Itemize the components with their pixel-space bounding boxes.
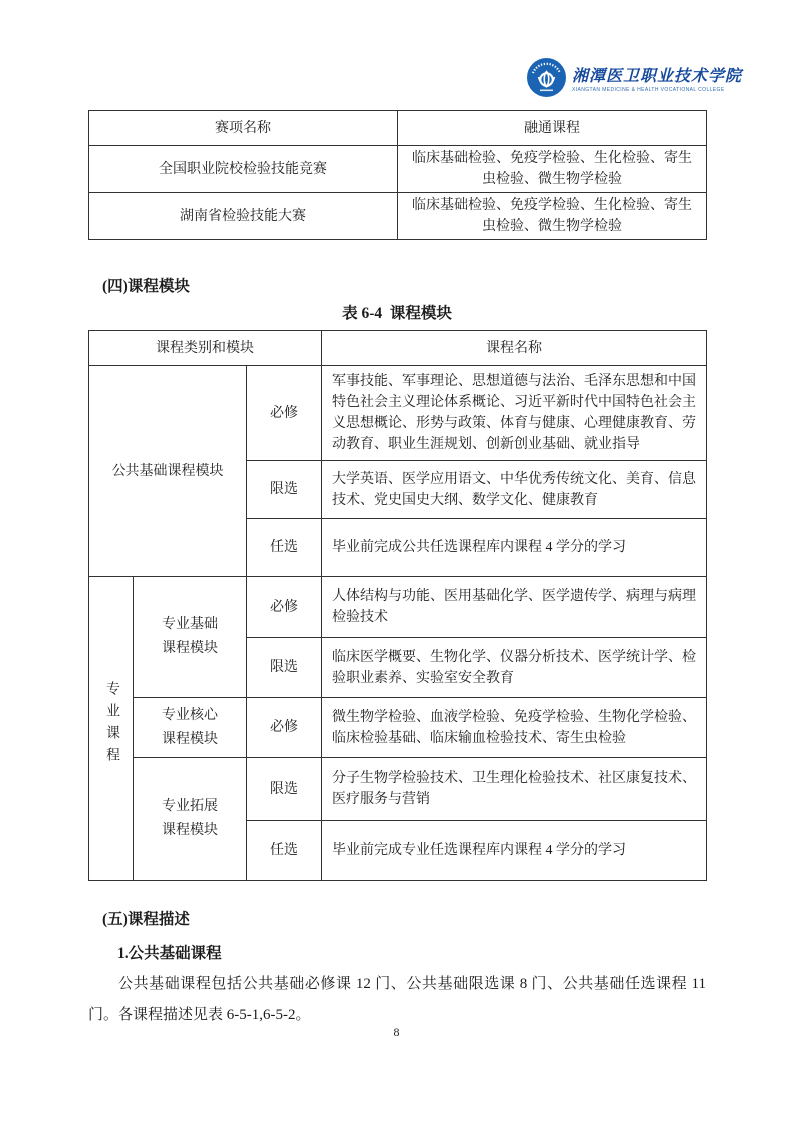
course-list: 临床医学概要、生物化学、仪器分析技术、医学统计学、检验职业素养、实验室安全教育 bbox=[322, 638, 707, 698]
course-type: 必修 bbox=[247, 698, 322, 758]
table-caption-6-4: 表 6-4 课程模块 bbox=[342, 305, 452, 322]
course-type: 任选 bbox=[247, 821, 322, 881]
header-competition-name: 赛项名称 bbox=[89, 111, 398, 146]
section-heading-course-modules: (四)课程模块 bbox=[102, 278, 190, 295]
college-name-zh: 湘潭医卫职业技术学院 bbox=[572, 67, 743, 85]
course-module-table bbox=[88, 330, 707, 881]
course-list: 毕业前完成公共任选课程库内课程 4 学分的学习 bbox=[322, 519, 707, 577]
competition-course-table bbox=[88, 110, 707, 240]
course-list: 人体结构与功能、医用基础化学、医学遗传学、病理与病理检验技术 bbox=[322, 577, 707, 638]
table-row bbox=[89, 758, 707, 821]
module-major-basic: 专业基础课程模块 bbox=[134, 577, 247, 698]
course-type: 限选 bbox=[247, 638, 322, 698]
module-public-basic: 公共基础课程模块 bbox=[89, 366, 247, 577]
course-list: 大学英语、医学应用语文、中华优秀传统文化、美育、信息技术、党史国史大纲、数学文化、健康教育 bbox=[322, 461, 707, 519]
course-type: 限选 bbox=[247, 758, 322, 821]
category-major-courses-label: 专业课程 bbox=[104, 681, 119, 769]
page-number: 8 bbox=[393, 1025, 400, 1039]
competition-name: 湖南省检验技能大赛 bbox=[89, 193, 398, 240]
module-major-extend: 专业拓展课程模块 bbox=[134, 758, 247, 881]
college-name-en: XIANGTAN MEDICINE & HEALTH VOCATIONAL COLLEGE bbox=[572, 86, 725, 93]
college-logo bbox=[526, 57, 742, 98]
module-major-core: 专业核心课程模块 bbox=[134, 698, 247, 758]
college-emblem-icon bbox=[526, 57, 567, 98]
course-type: 任选 bbox=[247, 519, 322, 577]
course-type: 限选 bbox=[247, 461, 322, 519]
table-row bbox=[89, 698, 707, 758]
header-integrated-courses: 融通课程 bbox=[398, 111, 707, 146]
header-course-name: 课程名称 bbox=[322, 331, 707, 366]
course-list: 军事技能、军事理论、思想道德与法治、毛泽东思想和中国特色社会主义理论体系概论、习近平新时代中国特色社会主义思想概论、形势与政策、体育与健康、心理健康教育、劳动教育、职业生涯规划、创新创业基础、就业指导 bbox=[322, 366, 707, 461]
competition-name: 全国职业院校检验技能竞赛 bbox=[89, 146, 398, 193]
table-header-row bbox=[89, 331, 707, 366]
table-row bbox=[89, 366, 707, 461]
course-list: 毕业前完成专业任选课程库内课程 4 学分的学习 bbox=[322, 821, 707, 881]
body-paragraph: 公共基础课程包括公共基础必修课 12 门、公共基础限选课 8 门、公共基础任选课程 11 门。各课程描述见表 6-5-1,6-5-2。 bbox=[88, 976, 706, 1023]
competition-courses: 临床基础检验、免疫学检验、生化检验、寄生虫检验、微生物学检验 bbox=[398, 146, 707, 193]
course-type: 必修 bbox=[247, 577, 322, 638]
table-row bbox=[89, 146, 707, 193]
table-row bbox=[89, 577, 707, 638]
competition-courses: 临床基础检验、免疫学检验、生化检验、寄生虫检验、微生物学检验 bbox=[398, 193, 707, 240]
sub-heading-public-basic-courses: 1.公共基础课程 bbox=[117, 945, 222, 962]
course-type: 必修 bbox=[247, 366, 322, 461]
table-header-row bbox=[89, 111, 707, 146]
course-list: 分子生物学检验技术、卫生理化检验技术、社区康复技术、医疗服务与营销 bbox=[322, 758, 707, 821]
table-row bbox=[89, 193, 707, 240]
header-category-module: 课程类别和模块 bbox=[89, 331, 322, 366]
category-major-courses bbox=[89, 577, 134, 881]
section-heading-course-description: (五)课程描述 bbox=[102, 911, 190, 928]
course-list: 微生物学检验、血液学检验、免疫学检验、生物化学检验、临床检验基础、临床输血检验技术、寄生虫检验 bbox=[322, 698, 707, 758]
